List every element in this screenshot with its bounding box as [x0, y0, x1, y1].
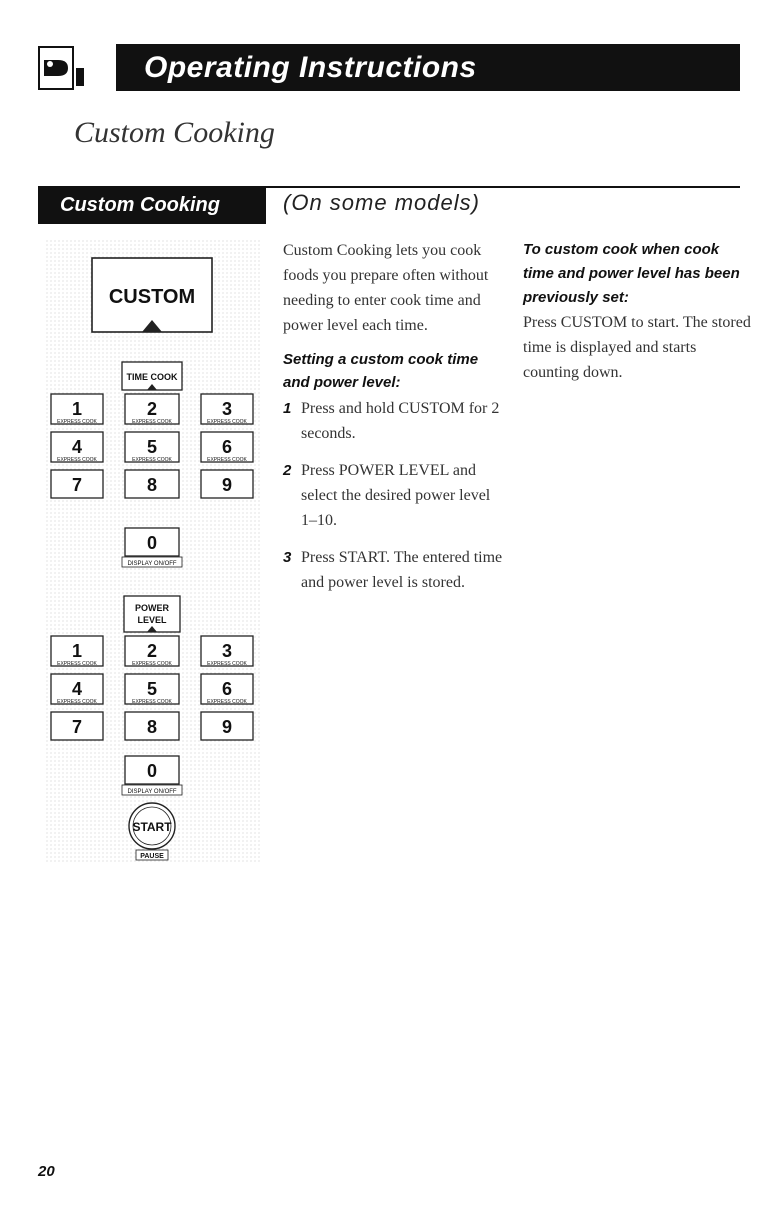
page-number: 20 — [38, 1163, 55, 1180]
key-3 — [201, 394, 253, 425]
svg-text:LEVEL: LEVEL — [137, 615, 167, 625]
svg-text:EXPRESS COOK: EXPRESS COOK — [207, 699, 247, 705]
start-button — [129, 803, 175, 860]
section-divider — [266, 186, 740, 188]
svg-text:4: 4 — [71, 679, 83, 699]
svg-text:8: 8 — [146, 475, 158, 495]
preset-paragraph: Press CUSTOM to start. The stored time is displayed and starts counting down. — [523, 314, 751, 381]
page-title: Custom Cooking — [74, 116, 275, 149]
intro-paragraph: Custom Cooking lets you cook foods you prepare often without needing to enter cook time and power level each time. — [283, 242, 489, 334]
power-level-button — [124, 596, 180, 632]
svg-text:POWER: POWER — [134, 603, 170, 613]
instructions-column-1 — [283, 238, 509, 595]
key-0 — [122, 756, 182, 795]
time-cook-button — [122, 362, 182, 390]
key-4 — [51, 674, 103, 705]
svg-text:6: 6 — [221, 679, 233, 699]
svg-text:8: 8 — [146, 717, 158, 737]
pause-label: PAUSE — [140, 853, 164, 860]
key-1 — [51, 394, 103, 425]
key-7 — [51, 712, 103, 740]
svg-text:EXPRESS COOK: EXPRESS COOK — [132, 699, 172, 705]
key-6 — [201, 674, 253, 705]
section-subtitle: (On some models) — [283, 190, 480, 215]
svg-text:5: 5 — [146, 437, 158, 457]
svg-text:4: 4 — [71, 437, 83, 457]
svg-text:DISPLAY ON/OFF: DISPLAY ON/OFF — [127, 561, 177, 567]
key-0 — [122, 528, 182, 567]
step-2: 2 Press POWER LEVEL and select the desired power level 1–10. — [283, 462, 491, 529]
key-5 — [125, 674, 179, 705]
svg-text:1: 1 — [71, 641, 83, 661]
key-2 — [125, 636, 179, 667]
svg-text:7: 7 — [71, 717, 83, 737]
keypad-illustration — [38, 236, 266, 866]
step-1: 1 Press and hold CUSTOM for 2 seconds. — [283, 400, 500, 442]
svg-text:7: 7 — [71, 475, 83, 495]
setting-heading: Setting a custom cook time and power level: — [283, 351, 479, 391]
custom-button-label: CUSTOM — [108, 286, 196, 308]
hand-pointing-icon — [38, 46, 92, 90]
svg-text:0: 0 — [146, 761, 158, 781]
svg-text:9: 9 — [221, 717, 233, 737]
custom-button — [92, 258, 212, 332]
instructions-column-2 — [523, 238, 753, 385]
svg-text:2: 2 — [146, 641, 158, 661]
svg-text:6: 6 — [221, 437, 233, 457]
key-4 — [51, 432, 103, 463]
svg-text:3: 3 — [221, 641, 233, 661]
key-2 — [125, 394, 179, 425]
key-6 — [201, 432, 253, 463]
svg-text:EXPRESS COOK: EXPRESS COOK — [57, 661, 97, 667]
svg-text:EXPRESS COOK: EXPRESS COOK — [132, 419, 172, 425]
start-label: START — [132, 820, 172, 834]
header-title: Operating Instructions — [116, 44, 740, 91]
svg-text:5: 5 — [146, 679, 158, 699]
svg-text:0: 0 — [146, 533, 158, 553]
svg-text:EXPRESS COOK: EXPRESS COOK — [132, 457, 172, 463]
key-8 — [125, 712, 179, 740]
svg-text:EXPRESS COOK: EXPRESS COOK — [57, 699, 97, 705]
svg-text:DISPLAY ON/OFF: DISPLAY ON/OFF — [127, 789, 177, 795]
svg-text:EXPRESS COOK: EXPRESS COOK — [207, 661, 247, 667]
svg-text:1: 1 — [71, 399, 83, 419]
svg-text:EXPRESS COOK: EXPRESS COOK — [207, 419, 247, 425]
svg-text:9: 9 — [221, 475, 233, 495]
svg-text:3: 3 — [221, 399, 233, 419]
key-3 — [201, 636, 253, 667]
svg-text:EXPRESS COOK: EXPRESS COOK — [207, 457, 247, 463]
svg-text:2: 2 — [146, 399, 158, 419]
section-tab: Custom Cooking — [38, 186, 266, 224]
key-5 — [125, 432, 179, 463]
key-1 — [51, 636, 103, 667]
svg-text:EXPRESS COOK: EXPRESS COOK — [57, 419, 97, 425]
key-7 — [51, 470, 103, 498]
key-9 — [201, 712, 253, 740]
step-3: 3 Press START. The entered time and power level is stored. — [283, 549, 503, 591]
preset-heading: To custom cook when cook time and power level has been previously set: — [523, 241, 740, 306]
key-9 — [201, 470, 253, 498]
svg-text:EXPRESS COOK: EXPRESS COOK — [57, 457, 97, 463]
time-cook-label: TIME COOK — [126, 372, 178, 382]
key-8 — [125, 470, 179, 498]
svg-text:EXPRESS COOK: EXPRESS COOK — [132, 661, 172, 667]
